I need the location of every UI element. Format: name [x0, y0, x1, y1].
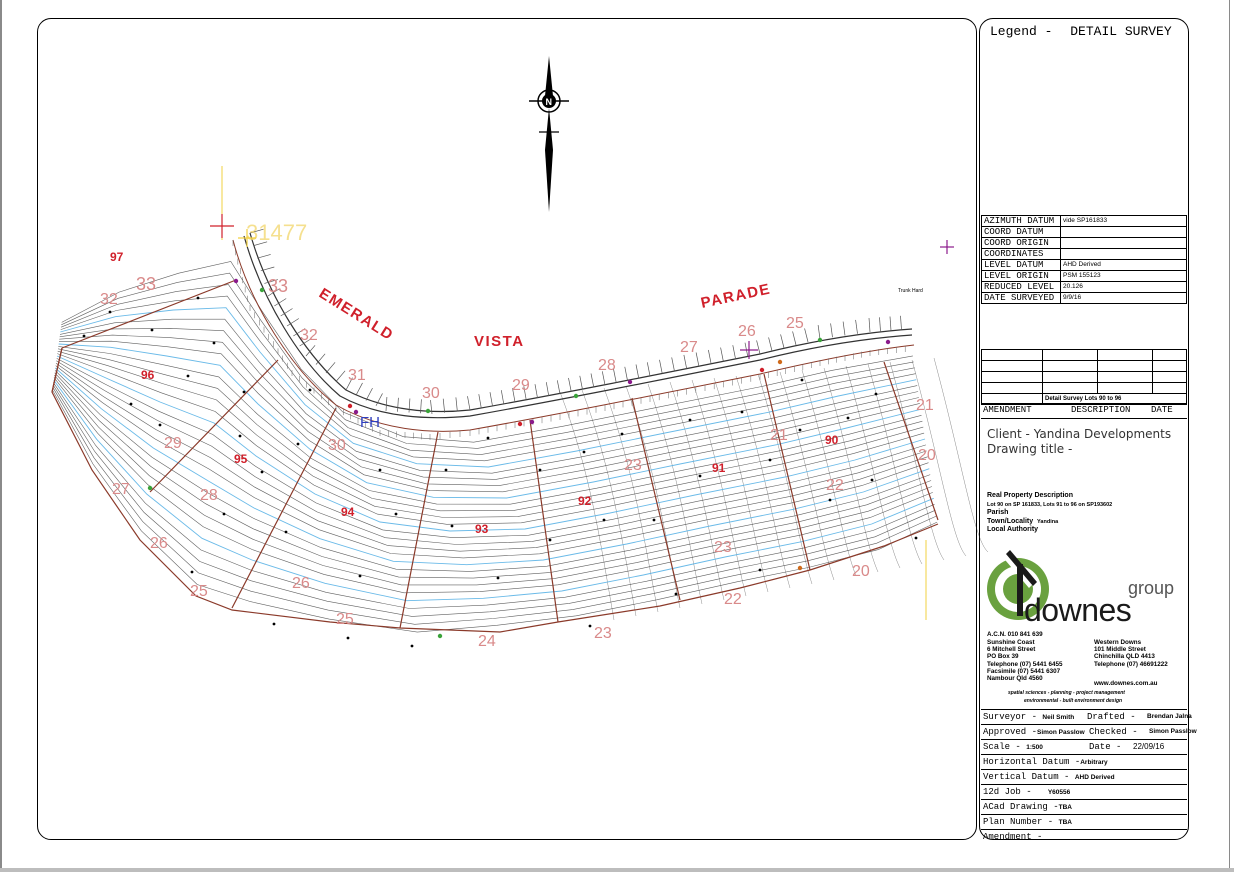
spot-height — [297, 443, 300, 446]
row-value: Simon Passlow — [1037, 729, 1085, 736]
feature-mark — [886, 340, 890, 344]
spot-height — [875, 393, 878, 396]
contour-label: 25 — [786, 315, 804, 332]
contour-label: 20 — [918, 447, 936, 464]
datum-row — [982, 216, 1187, 227]
lot-boundary-line — [884, 362, 938, 520]
spot-height — [130, 403, 133, 406]
row-label: Vertical Datum - — [983, 772, 1070, 782]
legend-label: Legend - — [990, 24, 1053, 39]
office-line: Chinchilla QLD 4413 — [1094, 653, 1155, 661]
north-arrow — [529, 56, 569, 212]
kerb-tick — [769, 337, 772, 351]
datum-value: vide SP161833 — [1061, 216, 1187, 227]
road-boundary — [233, 240, 914, 431]
feature-mark — [348, 404, 352, 408]
spot-height — [801, 379, 804, 382]
job-row — [981, 785, 1187, 800]
amendment-note: Detail Survey Lots 90 to 96 — [1043, 394, 1187, 405]
kerb-tick — [557, 380, 560, 394]
acad-drawing-row — [981, 800, 1187, 815]
datum-key: REDUCED LEVEL — [982, 282, 1061, 293]
contour-line — [55, 370, 930, 571]
drawing-title-line: Drawing title - — [987, 442, 1073, 456]
spot-height — [799, 429, 802, 432]
row-value: Neil Smith — [1042, 714, 1075, 721]
kerb-tick — [386, 397, 387, 411]
street-name: PARADE — [699, 280, 773, 312]
kerb-tick — [625, 367, 628, 381]
spot-height — [83, 335, 86, 338]
drawing-info-rows — [981, 709, 1197, 844]
contour-label: 25 — [190, 583, 208, 600]
services-line: spatial sciences - planning - project management — [1008, 690, 1125, 696]
surveyor-row — [981, 710, 1192, 725]
contour-label: 29 — [164, 435, 182, 452]
spot-height — [309, 389, 312, 392]
contour-line — [604, 388, 658, 612]
row-value: Y60556 — [1047, 789, 1071, 796]
contour-label: 20 — [852, 563, 870, 580]
amendment-row — [981, 830, 1187, 844]
lot-boundary-line — [400, 432, 438, 628]
legend-heading — [990, 24, 1182, 39]
spot-height — [847, 417, 850, 420]
row-label: Plan Number - — [983, 817, 1054, 827]
horizontal-datum-row — [981, 755, 1187, 770]
row-value: 1:500 — [1026, 744, 1043, 751]
rpd-authority: Local Authority — [987, 526, 1039, 533]
datum-key: COORD DATUM — [982, 227, 1061, 238]
contour-label: 32 — [300, 327, 318, 344]
contour-line — [55, 373, 931, 578]
plan-number-row — [981, 815, 1187, 830]
spot-height — [451, 525, 454, 528]
office-line: 101 Middle Street — [1094, 646, 1146, 654]
spot-height — [699, 475, 702, 478]
spot-height — [829, 499, 832, 502]
contour-label: 26 — [292, 575, 310, 592]
contour-line — [58, 349, 922, 511]
datum-row — [982, 271, 1187, 282]
feature-mark — [628, 380, 632, 384]
rpd-heading: Real Property Description — [987, 492, 1073, 499]
datum-row — [982, 293, 1187, 304]
spot-height — [359, 575, 362, 578]
datum-value: 20.126 — [1061, 282, 1187, 293]
rpd-parish: Parish — [987, 509, 1009, 516]
kerb-tick — [306, 345, 315, 356]
company-acn: A.C.N. 010 841 639 — [987, 631, 1043, 638]
datum-value: 9/9/16 — [1061, 293, 1187, 304]
datum-value — [1061, 227, 1187, 238]
amendment-header — [981, 403, 1187, 419]
contour-label: 21 — [770, 427, 788, 444]
datum-row — [982, 249, 1187, 260]
spot-height — [285, 531, 288, 534]
contour-label: 33 — [268, 276, 289, 296]
kerb-tick — [535, 384, 538, 398]
spot-height — [741, 411, 744, 414]
contour-line — [53, 382, 934, 608]
amendment-col: AMENDMENT — [983, 405, 1032, 415]
contour-label: 23 — [594, 625, 612, 642]
kerb-tick — [569, 378, 572, 392]
kerb-tick — [326, 362, 335, 373]
contour-line — [934, 358, 988, 552]
lot-number: 92 — [578, 494, 592, 508]
lot-boundary-line — [52, 348, 62, 392]
office-line: Sunshine Coast — [987, 639, 1035, 646]
client-block — [987, 427, 1171, 457]
datum-table — [981, 215, 1187, 304]
datum-value — [1061, 238, 1187, 249]
contour-label: 22 — [724, 591, 742, 608]
office-line: Facsimile (07) 5441 6307 — [987, 667, 1061, 675]
kerb-tick — [856, 320, 858, 334]
row-value: TBA — [1058, 804, 1072, 811]
spot-height — [151, 329, 154, 332]
datum-row — [982, 282, 1187, 293]
spot-height — [675, 593, 678, 596]
spot-height — [487, 437, 490, 440]
contour-line — [58, 346, 921, 504]
kerb-tick — [901, 316, 902, 330]
row-label: Date - — [1089, 742, 1122, 752]
spot-height — [347, 637, 350, 640]
kerb-tick — [880, 317, 881, 331]
contour-label: 28 — [200, 487, 218, 504]
kerb-tick — [733, 345, 736, 359]
feature-mark — [426, 409, 430, 413]
office-line: Telephone (07) 46691222 — [1094, 660, 1168, 668]
contour-lines — [52, 262, 988, 633]
index-contour-lines — [54, 308, 934, 601]
row-value: Arbitrary — [1080, 759, 1108, 766]
contour-label: 32 — [100, 291, 118, 308]
spot-height — [653, 519, 656, 522]
row-label: Drafted - — [1087, 712, 1136, 722]
spot-height — [273, 623, 276, 626]
kerb-tick — [336, 371, 345, 382]
spot-height — [239, 435, 242, 438]
contour-label: 25 — [336, 611, 354, 628]
kerb-tick — [684, 355, 687, 369]
contour-label: 26 — [738, 323, 756, 340]
row-value: TBA — [1058, 819, 1072, 826]
date-col: DATE — [1151, 405, 1173, 415]
kerb-tick — [781, 334, 784, 348]
row-value: Brendan Jalna — [1147, 713, 1192, 720]
office-line: Telephone (07) 5441 6455 — [987, 660, 1063, 668]
kerb-tick — [316, 354, 325, 365]
kerb-tick — [869, 318, 870, 332]
approved-row — [981, 725, 1197, 740]
kerb-tick — [456, 397, 457, 411]
kerb-tick — [721, 348, 724, 362]
kerb-tick — [591, 374, 594, 388]
datum-row — [982, 260, 1187, 271]
spot-height — [603, 519, 606, 522]
office-line: 6 Mitchell Street — [987, 646, 1036, 654]
rpd-town-label: Town/Locality — [987, 517, 1034, 525]
spot-height — [243, 391, 246, 394]
spot-height — [395, 513, 398, 516]
kerb-tick — [660, 360, 663, 374]
kerb-tick — [468, 396, 471, 410]
datum-row — [982, 238, 1187, 249]
row-label: Surveyor - — [983, 712, 1038, 722]
spot-height — [445, 469, 448, 472]
kerb-tick — [647, 362, 650, 376]
datum-value: AHD Derived — [1061, 260, 1187, 271]
row-label: Scale - — [983, 742, 1021, 752]
description-col: DESCRIPTION — [1071, 405, 1131, 415]
spot-height — [769, 459, 772, 462]
contour-label: 27 — [112, 481, 130, 498]
row-label: Checked - — [1089, 727, 1138, 737]
corner-note: Trunk Hard — [898, 288, 923, 294]
company-group: group — [1128, 578, 1175, 598]
lot-number: 95 — [234, 452, 248, 466]
vertical-datum-row — [981, 770, 1187, 785]
kerb-tick — [793, 331, 796, 345]
street-name: EMERALD — [315, 284, 397, 345]
row-label: 12d Job - — [983, 787, 1032, 797]
kerb-tick — [479, 394, 481, 408]
datum-row — [982, 227, 1187, 238]
survey-type: DETAIL SURVEY — [1070, 24, 1172, 39]
spot-height — [497, 577, 500, 580]
amendment-grid — [981, 349, 1187, 405]
kerb-tick — [398, 398, 399, 412]
north-label: N — [545, 97, 552, 107]
contour-label: 30 — [422, 385, 440, 402]
contour-line — [714, 378, 768, 592]
datum-key: COORDINATES — [982, 249, 1061, 260]
datum-value — [1061, 249, 1187, 260]
row-value: Simon Passlow — [1149, 728, 1197, 735]
row-label: Horizontal Datum - — [983, 757, 1081, 767]
office-line: Western Downs — [1094, 639, 1142, 646]
fire-hydrant-label: FH — [360, 414, 380, 431]
spot-height — [197, 297, 200, 300]
kerb-line-outer — [250, 233, 912, 412]
feature-mark — [530, 420, 534, 424]
row-label: Approved - — [983, 727, 1038, 737]
datum-key: COORD ORIGIN — [982, 238, 1061, 249]
kerb-tick — [409, 399, 410, 413]
spot-height — [589, 625, 592, 628]
kerb-tick — [843, 322, 845, 336]
contour-line — [56, 363, 928, 551]
contour-label: 29 — [512, 377, 530, 394]
spot-height — [689, 419, 692, 422]
spot-height — [621, 433, 624, 436]
contour-label: 23 — [624, 457, 642, 474]
feature-mark — [354, 410, 358, 414]
feature-mark — [518, 422, 522, 426]
row-value: AHD Derived — [1074, 774, 1115, 781]
row-label: Amendment - — [983, 832, 1043, 842]
scale-row — [981, 740, 1187, 755]
kerb-tick — [287, 319, 299, 327]
spot-height — [583, 451, 586, 454]
office-sunshine-coast — [987, 639, 1062, 682]
feature-mark — [148, 486, 152, 490]
contour-line — [59, 335, 919, 486]
feature-mark — [760, 368, 764, 372]
lot-number: 93 — [475, 522, 489, 536]
lot-boundary-line — [764, 374, 810, 570]
contour-label: 31 — [348, 367, 366, 384]
contour-label: 26 — [150, 535, 168, 552]
kerb-tick — [757, 340, 760, 354]
datum-value: PSM 155123 — [1061, 271, 1187, 282]
kerb-tick — [366, 388, 373, 400]
spot-height — [871, 479, 874, 482]
spot-height — [759, 569, 762, 572]
spot-height — [261, 471, 264, 474]
lot-number: 90 — [825, 433, 839, 447]
kerb-tick — [501, 390, 503, 404]
contour-label: 33 — [136, 274, 157, 294]
spot-height — [411, 645, 414, 648]
spot-height — [191, 571, 194, 574]
kerb-tick — [831, 323, 833, 337]
north-arrow-needle — [545, 56, 553, 100]
kerb-tick — [580, 376, 583, 390]
row-label: ACad Drawing - — [983, 802, 1059, 812]
feature-mark — [818, 338, 822, 342]
client-line: Client - Yandina Developments — [987, 427, 1172, 441]
contour-label: 21 — [916, 397, 934, 414]
spot-height — [223, 513, 226, 516]
contour-line — [53, 385, 935, 617]
spot-height — [213, 342, 216, 345]
contour-label: 22 — [826, 477, 844, 494]
spot-height — [915, 537, 918, 540]
company-website: www.downes.com.au — [1094, 680, 1158, 687]
office-western-downs — [1094, 639, 1168, 668]
kerb-tick — [636, 365, 639, 379]
north-arrow-needle — [545, 108, 553, 212]
feature-mark — [234, 279, 238, 283]
datum-key: LEVEL ORIGIN — [982, 271, 1061, 282]
lot-number: 96 — [141, 368, 155, 382]
feature-mark — [260, 288, 264, 292]
datum-key: LEVEL DATUM — [982, 260, 1061, 271]
kerb-tick — [708, 350, 711, 364]
rpd-town-value: Yandina — [1037, 518, 1059, 525]
office-line: PO Box 39 — [987, 653, 1019, 661]
datum-key: DATE SURVEYED — [982, 293, 1061, 304]
contour-label: 30 — [328, 437, 346, 454]
spot-height — [539, 469, 542, 472]
station-label: 31477 — [246, 220, 308, 245]
feature-mark — [798, 566, 802, 570]
road-kerb — [233, 233, 914, 431]
contour-label: 27 — [680, 339, 698, 356]
kerb-tick — [805, 328, 808, 342]
contour-label: 28 — [598, 357, 616, 374]
contour-line — [824, 368, 878, 572]
spot-height — [109, 311, 112, 314]
row-value: 22/09/16 — [1133, 742, 1165, 751]
lot-number: 97 — [110, 250, 124, 264]
office-line: Nambour Qld 4560 — [987, 675, 1043, 683]
spot-height — [549, 539, 552, 542]
kerb-tick — [672, 357, 675, 371]
kerb-tick — [257, 254, 271, 258]
feature-mark — [778, 360, 782, 364]
feature-mark — [438, 634, 442, 638]
kerb-tick — [818, 325, 820, 339]
street-name: VISTA — [474, 333, 525, 350]
kerb-tick — [356, 383, 363, 395]
services-line: environmental - built environment design — [1024, 698, 1123, 704]
feature-mark — [574, 394, 578, 398]
lot-number: 91 — [712, 461, 726, 475]
spot-height — [379, 469, 382, 472]
spot-height — [187, 375, 190, 378]
kerb-tick — [443, 399, 444, 413]
real-property-description — [987, 492, 1112, 535]
kerb-tick — [546, 382, 548, 396]
kerb-tick — [890, 317, 891, 331]
datum-key: AZIMUTH DATUM — [982, 216, 1061, 227]
contour-label: 23 — [714, 539, 732, 556]
contour-label: 24 — [478, 633, 496, 650]
company-brand: downes — [1024, 592, 1132, 628]
lot-number: 94 — [341, 505, 355, 519]
kerb-tick — [490, 392, 493, 406]
spot-height — [159, 424, 162, 427]
rpd-lots: Lot 90 on SP 161833, Lots 91 to 96 on SP193602 — [987, 501, 1113, 508]
